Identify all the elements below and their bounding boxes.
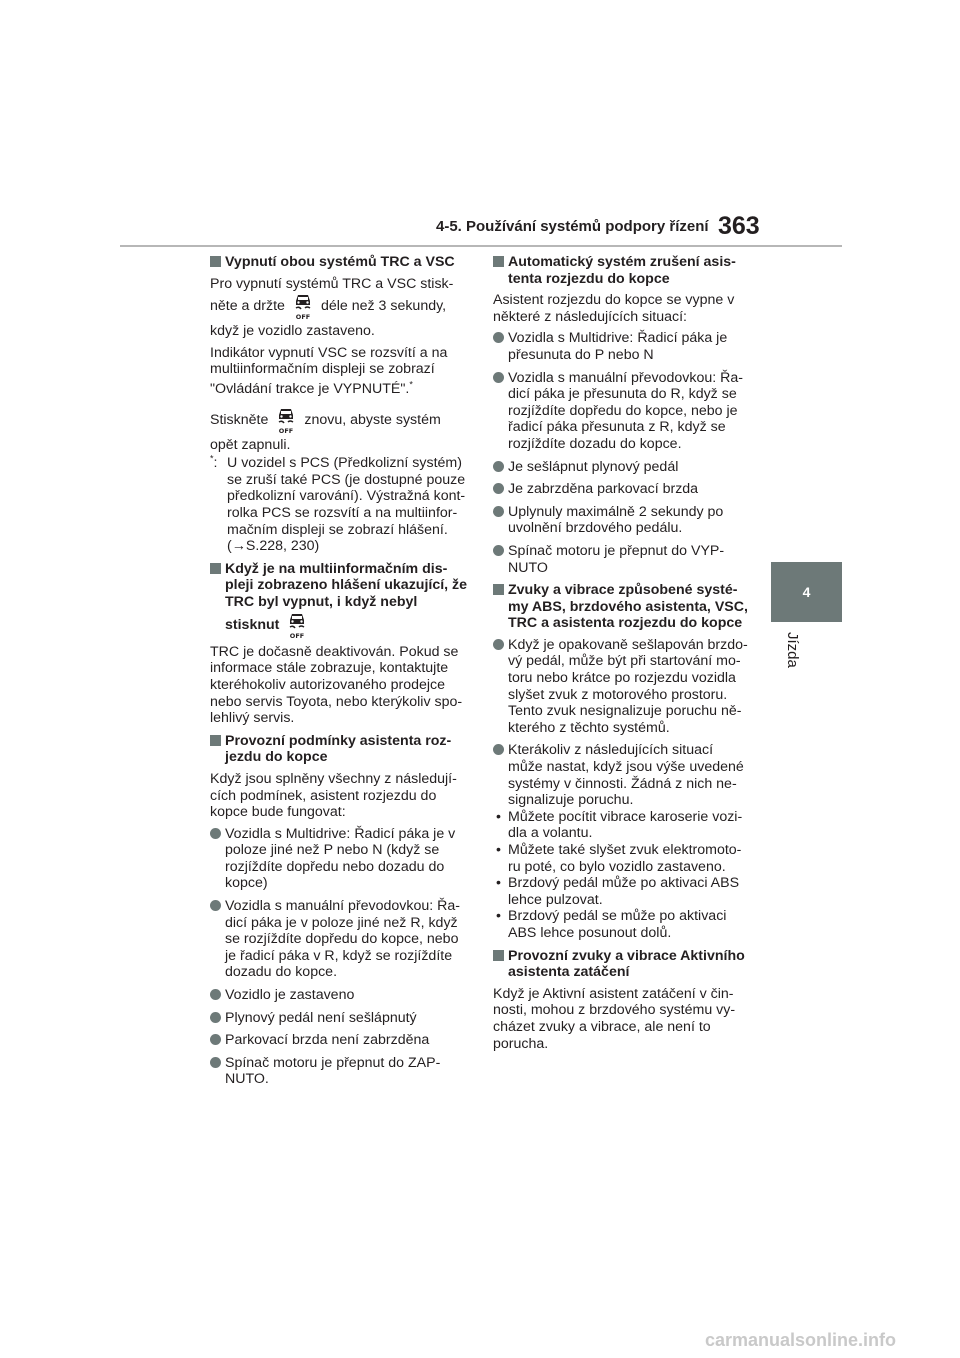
heading-hill-start-conditions: Provozní podmínky asistenta roz-jezdu do kopce — [210, 733, 468, 766]
paragraph: něte a držte OFF déle než 3 sekundy, — [210, 292, 468, 320]
sub-list-item: • Můžete také slyšet zvuk elektromoto-ru poté, co bylo vozidlo zastaveno. — [496, 842, 742, 875]
bullet-icon — [493, 332, 504, 343]
vsc-off-icon — [276, 406, 296, 434]
page-number: 363 — [718, 212, 760, 240]
bullet-icon — [210, 828, 221, 839]
heading-square-icon — [493, 950, 504, 961]
bullet-icon — [210, 1034, 221, 1045]
bullet-icon — [493, 461, 504, 472]
paragraph: TRC je dočasně deaktivován. Pokud se informace stále zobrazuje, kontaktujte kteréhokoliv autorizovaného prodejce nebo servis Toyota, nebo kterýkoliv spo-lehlivý servis. — [210, 643, 463, 727]
heading-square-icon — [210, 735, 221, 746]
heading-trc-vsc-off: Vypnutí obou systémů TRC a VSC — [210, 254, 468, 271]
bullet-icon — [493, 639, 504, 650]
chapter-tab — [771, 562, 842, 622]
paragraph: Stiskněte OFF znovu, abyste systém — [210, 406, 468, 434]
list-item: Je sešlápnut plynový pedál — [493, 459, 751, 476]
bullet-icon — [493, 545, 504, 556]
svg-text:OFF: OFF — [295, 313, 311, 321]
list-item: Vozidla s manuální převodovkou: Řa-dicí páka je přesunuta do R, když se rozjíždíte dopředu do kopce, nebo je řadicí páka přesunuta z R, když se rozjíždíte dozadu do kopce. — [493, 370, 751, 453]
left-column — [210, 254, 468, 1094]
heading-active-cornering: Provozní zvuky a vibrace Aktivního asistenta zatáčení — [493, 948, 751, 981]
svg-text:OFF: OFF — [279, 426, 294, 434]
list-item: Plynový pedál není sešlápnutý — [210, 1010, 468, 1027]
heading-sounds-vibrations: Zvuky a vibrace způsobené systé-my ABS, brzdového asistenta, VSC, TRC a asistenta rozjezdu do kopce — [493, 582, 751, 632]
header-divider — [120, 245, 842, 247]
paragraph: Asistent rozjezdu do kopce se vypne v některé z následujících situací: — [493, 292, 735, 325]
watermark: carmanualsonline.info — [705, 1330, 897, 1350]
paragraph: "Ovládání trakce je VYPNUTÉ".* — [210, 379, 413, 397]
chapter-number: 4 — [802, 584, 811, 600]
sub-list-item: • Můžete pocítit vibrace karoserie vozi-dla a volantu. — [496, 808, 743, 842]
paragraph: Když jsou splněny všechny z následují-cích podmínek, asistent rozjezdu do kopce bude fungovat: — [210, 770, 457, 821]
footnote: *: U vozidel s PCS (Předkolizní systém) se zruší také PCS (je dostupné pouze předkolizní varování). Výstražná kont-rolka PCS se rozsvítí a na multiinfor-mačním displeji se zobrazí hlášení. (→S.228, 230) — [210, 453, 466, 555]
list-item: Vozidlo je zastaveno — [210, 987, 468, 1004]
bullet-icon — [210, 1012, 221, 1023]
heading-trc-message: Když je na multiinformačním dis-pleji zobrazeno hlášení ukazující, že TRC byl vypnut, i když nebyl stisknut OFF — [210, 561, 468, 639]
list-item: Spínač motoru je přepnut do ZAP-NUTO. — [210, 1055, 468, 1088]
paragraph: Když je Aktivní asistent zatáčení v čin-nosti, mohou z brzdového systému vy-cházet zvuky a vibrace, ale není to porucha. — [493, 985, 736, 1052]
bullet-icon — [493, 483, 504, 494]
bullet-icon — [210, 900, 221, 911]
section-title: 4-5. Používání systémů podpory řízení — [436, 218, 709, 235]
sub-list-item: • Brzdový pedál může po aktivaci ABS lehce pulzovat. — [496, 875, 740, 908]
bullet-icon — [210, 989, 221, 1000]
list-item: Když je opakovaně sešlapován brzdo-vý pedál, může být při startování mo-toru nebo krátce po rozjezdu vozidla slyšet zvuk z motorového prostoru. Tento zvuk nesignalizuje poruchu ně-kterého z těchto systémů. — [493, 637, 751, 737]
list-item: Je zabrzděna parkovací brzda — [493, 481, 751, 498]
heading-square-icon — [210, 563, 221, 574]
right-column — [493, 254, 751, 1057]
paragraph: opět zapnuli. — [210, 436, 291, 453]
heading-square-icon — [493, 584, 504, 595]
sub-list-item: • Brzdový pedál se může po aktivaci ABS lehce posunout dolů. — [496, 908, 727, 941]
heading-hill-start-cancel: Automatický systém zrušení asis-tenta rozjezdu do kopce — [493, 254, 751, 287]
bullet-icon — [493, 372, 504, 383]
list-item: Parkovací brzda není zabrzděna — [210, 1032, 468, 1049]
vsc-off-icon — [287, 611, 307, 639]
vsc-off-icon — [293, 292, 313, 320]
bullet-icon — [493, 744, 504, 755]
list-item: Vozidla s manuální převodovkou: Řa-dicí páka je v poloze jiné než R, když se rozjíždíte dopředu do kopce, nebo je řadicí páka v R, když se rozjíždíte dozadu do kopce. — [210, 898, 468, 981]
heading-square-icon — [210, 256, 221, 267]
paragraph: Indikátor vypnutí VSC se rozsvítí a na multiinformačním displeji se zobrazí — [210, 344, 448, 378]
paragraph: Pro vypnutí systémů TRC a VSC stisk- — [210, 275, 454, 292]
list-item: Vozidla s Multidrive: Řadicí páka je v poloze jiné než P nebo N (když se rozjíždíte dopředu nebo dozadu do kopce) — [210, 826, 468, 892]
svg-text:OFF: OFF — [290, 631, 305, 639]
bullet-icon — [210, 1057, 221, 1068]
chapter-name: Jízda — [784, 632, 801, 668]
list-item: Spínač motoru je přepnut do VYP-NUTO — [493, 543, 751, 576]
list-item: Vozidla s Multidrive: Řadicí páka je přesunuta do P nebo N — [493, 330, 751, 363]
list-item: Kterákoliv z následujících situací může nastat, když jsou výše uvedené systémy v činnosti. Žádná z nich ne-signalizuje poruchu. — [493, 742, 751, 808]
paragraph: když je vozidlo zastaveno. — [210, 323, 375, 340]
heading-square-icon — [493, 256, 504, 267]
list-item: Uplynuly maximálně 2 sekundy po uvolnění brzdového pedálu. — [493, 504, 751, 537]
bullet-icon — [493, 506, 504, 517]
